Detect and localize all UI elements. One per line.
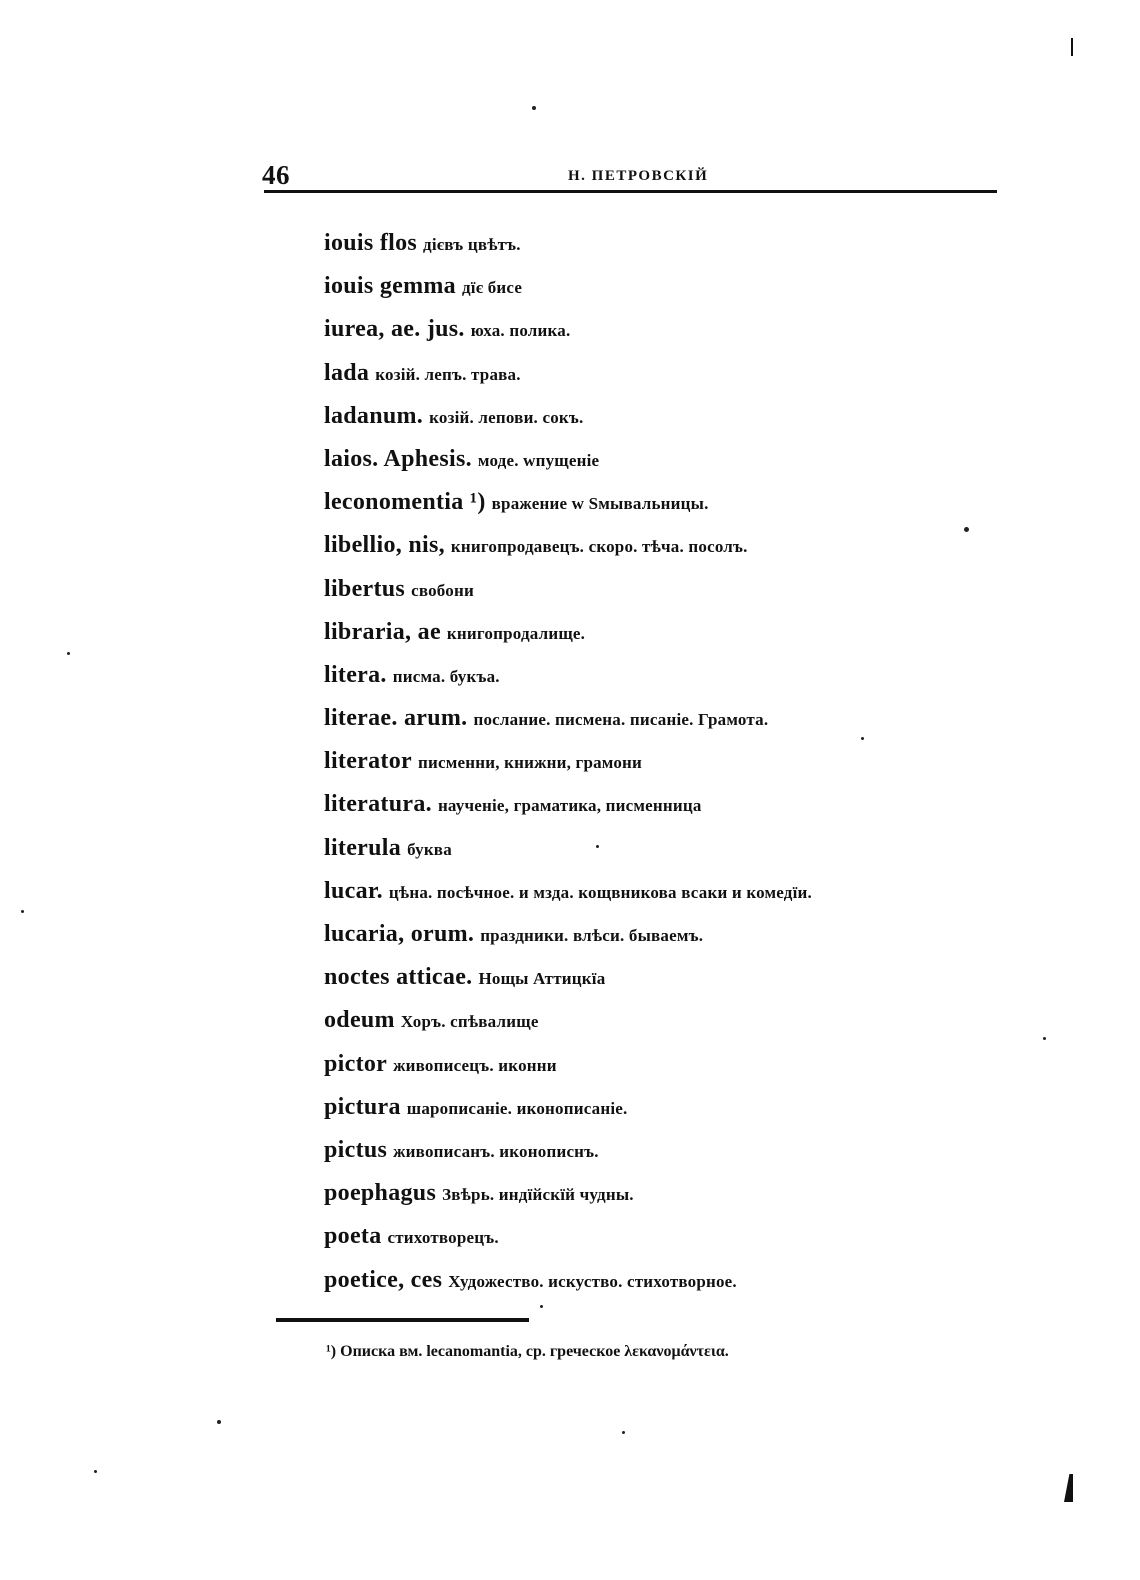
slavonic-gloss: козій. лепъ. трава. (375, 364, 521, 384)
glossary-entry (324, 783, 1024, 826)
glossary-entry (324, 568, 1024, 611)
glossary-entry (324, 999, 1024, 1042)
slavonic-gloss: писма. букъа. (392, 666, 500, 686)
scan-speck (94, 1470, 97, 1473)
scan-speck (540, 1305, 543, 1308)
latin-term: ladanum. (324, 402, 424, 429)
scan-edge-mark (1071, 38, 1073, 56)
glossary-entry (324, 1086, 1024, 1129)
glossary-entry (324, 524, 1024, 567)
glossary-entry (324, 1172, 1024, 1215)
slavonic-gloss: праздники. влѣси. бываемъ. (480, 926, 704, 945)
slavonic-gloss: козій. лепови. сокъ. (429, 407, 584, 427)
header-rule (264, 190, 997, 193)
glossary-entry (324, 395, 1024, 438)
slavonic-gloss: Хоръ. спѣвалище (400, 1012, 539, 1032)
glossary-entry (324, 308, 1024, 351)
slavonic-gloss: послание. писмена. писаніе. Грамота. (473, 710, 769, 730)
scan-speck (1043, 1037, 1046, 1040)
latin-term: leconomentia ¹) (324, 489, 486, 516)
glossary-entry (324, 481, 1024, 524)
glossary-entry (324, 611, 1024, 654)
latin-term: poephagus (324, 1180, 437, 1207)
slavonic-gloss: живописанъ. иконописнъ. (393, 1141, 599, 1161)
latin-term: noctes atticae. (324, 964, 473, 991)
glossary-entries (324, 222, 1024, 1302)
latin-term: lada (324, 359, 370, 386)
glossary-entry (324, 913, 1024, 956)
slavonic-gloss: цѣна. посѣчное. и мзда. кощвникова всаки и комедїи. (388, 882, 812, 902)
latin-term: pictor (324, 1050, 388, 1077)
latin-term: lucaria, orum. (324, 921, 475, 947)
latin-term: pictura (324, 1093, 401, 1120)
glossary-entry (324, 956, 1024, 999)
latin-term: libertus (324, 575, 406, 602)
glossary-entry (324, 1259, 1024, 1302)
latin-term: litera. (324, 661, 387, 688)
latin-term: literatura. (324, 791, 432, 818)
latin-term: poetice, ces (324, 1266, 443, 1293)
slavonic-gloss: моде. wпущеніе (477, 450, 600, 470)
glossary-entry (324, 265, 1024, 308)
glossary-entry (324, 1215, 1024, 1258)
slavonic-gloss: юха. полика. (470, 321, 571, 341)
latin-term: iouis gemma (324, 273, 456, 300)
scan-speck (67, 652, 70, 655)
running-head: Н. ПЕТРОВСКІЙ (568, 168, 709, 184)
slavonic-gloss: книгопродалище. (446, 623, 586, 643)
glossary-entry (324, 697, 1024, 740)
latin-term: lucar. (324, 877, 383, 904)
glossary-entry (324, 222, 1024, 265)
slavonic-gloss: шарописаніе. иконописаніе. (406, 1098, 628, 1118)
scan-speck (532, 106, 536, 110)
footnote-marker: ¹) (326, 1343, 337, 1360)
scan-speck (861, 737, 864, 740)
footnote-rule (276, 1318, 529, 1322)
slavonic-gloss: писменни, книжни, грамони (417, 753, 643, 773)
scan-speck (622, 1431, 625, 1434)
slavonic-gloss: свобони (411, 580, 474, 600)
scan-speck (964, 527, 969, 532)
footnote (326, 1343, 729, 1361)
scan-edge-mark (1064, 1474, 1073, 1502)
glossary-entry (324, 870, 1024, 913)
latin-term: laios. Aphesis. (324, 445, 472, 472)
latin-term: libraria, ae (324, 618, 441, 645)
scan-speck (21, 910, 24, 913)
latin-term: iurea, ae. jus. (324, 316, 465, 343)
slavonic-gloss: буква (407, 839, 452, 859)
slavonic-gloss: вражение w Ѕмывальницы. (491, 494, 709, 514)
slavonic-gloss: стихотворецъ. (387, 1228, 499, 1248)
slavonic-gloss: Звѣрь. индїйскїй чудны. (442, 1185, 634, 1205)
scan-speck (596, 845, 599, 848)
latin-term: literae. arum. (324, 705, 468, 732)
slavonic-gloss: наученіе, граматика, писменница (437, 796, 702, 816)
slavonic-gloss: Нощы Аттицкїа (478, 969, 606, 989)
glossary-entry (324, 352, 1024, 395)
slavonic-gloss: книгопродавецъ. скоро. тѣча. посолъ. (450, 537, 748, 557)
slavonic-gloss: живописецъ. иконни (393, 1055, 557, 1075)
latin-term: literula (324, 834, 402, 861)
glossary-entry (324, 438, 1024, 481)
glossary-entry (324, 654, 1024, 697)
latin-term: poeta (324, 1223, 382, 1250)
glossary-entry (324, 740, 1024, 783)
glossary-entry (324, 1043, 1024, 1086)
slavonic-gloss: Художество. искуство. стихотворное. (448, 1271, 737, 1291)
latin-term: odeum (324, 1007, 395, 1034)
page-number: 46 (262, 160, 290, 190)
footnote-text: Описка вм. lecanomantia, ср. греческое λεκανομάντεια. (340, 1343, 729, 1360)
scan-speck (217, 1420, 221, 1424)
latin-term: pictus (324, 1136, 388, 1163)
slavonic-gloss: дїє бисе (461, 278, 523, 298)
glossary-entry (324, 827, 1024, 870)
latin-term: iouis flos (324, 230, 418, 256)
latin-term: libellio, nis, (324, 532, 445, 559)
latin-term: literator (324, 748, 412, 775)
glossary-entry (324, 1129, 1024, 1172)
slavonic-gloss: дієвъ цвѣтъ. (423, 235, 521, 254)
